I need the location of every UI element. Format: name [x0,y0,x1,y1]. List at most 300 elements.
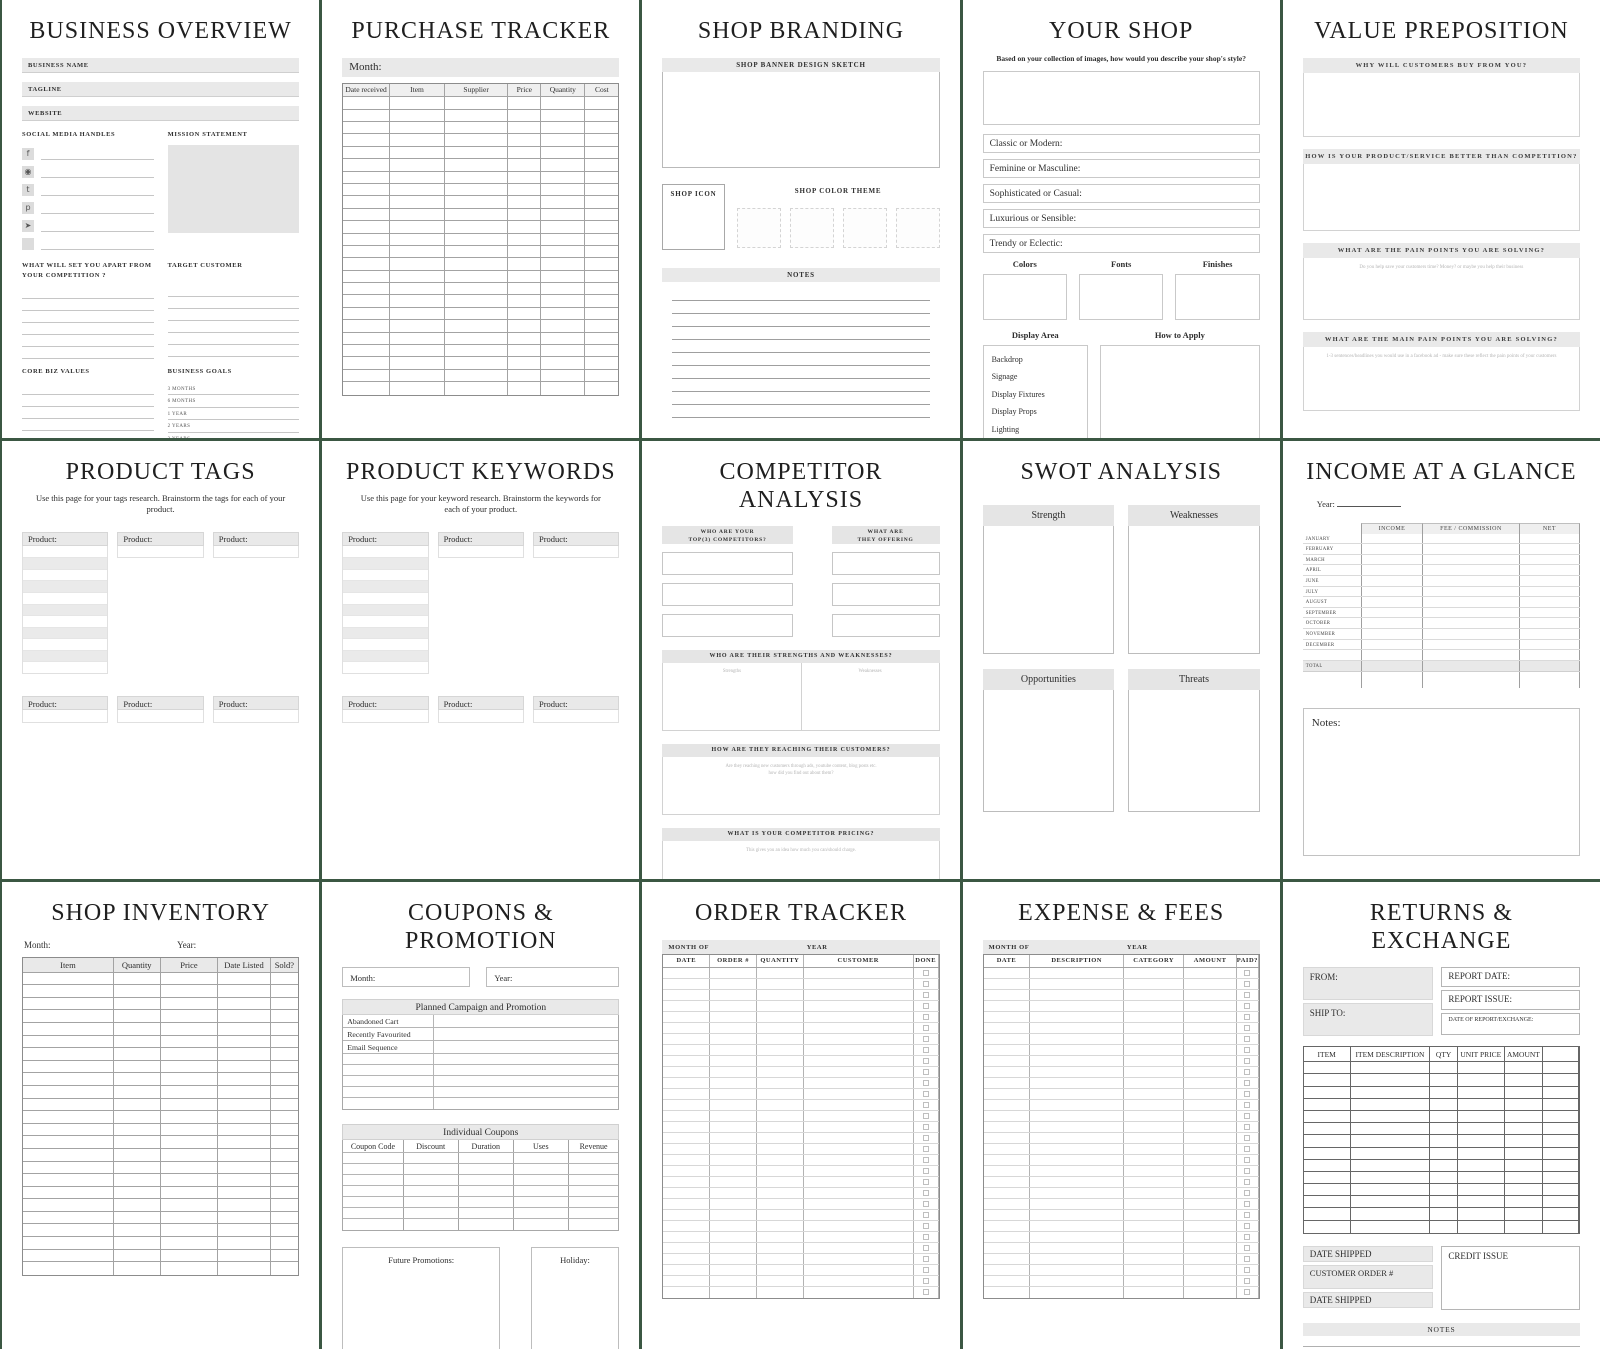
table-row [343,97,618,109]
table-cell [343,1186,404,1196]
blank-line [22,419,154,431]
table-cell [23,1262,114,1275]
product-label: Product: [117,532,203,546]
table-cell [218,1124,270,1136]
table-cell [663,1155,710,1165]
col-header: ORDER # [710,955,757,967]
fonts-heading: Fonts [1111,258,1132,269]
vp-section [1303,58,1580,137]
table-cell [1458,1184,1505,1195]
col-header: CATEGORY [1124,955,1185,967]
table-cell [1124,1221,1185,1231]
table-cell [585,110,618,121]
table-cell [114,1086,161,1098]
table-cell [508,271,541,282]
table-cell [445,345,508,356]
col-header: ITEM DESCRIPTION [1351,1047,1431,1061]
table-cell [161,1199,219,1211]
paid-cell [1237,1045,1259,1055]
goal-row [168,433,300,438]
blank-row [1303,650,1580,661]
product-label: Product: [533,532,619,546]
goals-heading: BUSINESS GOALS [167,367,232,375]
paid-cell [1237,1177,1259,1187]
table-cell [1124,1254,1185,1264]
table-cell [663,1078,710,1088]
table-cell [114,1099,161,1111]
table-cell [984,1023,1031,1033]
page-order-tracker [642,882,959,1349]
done-cell [914,1111,939,1121]
table-cell [804,990,914,1000]
color-theme-heading: SHOP COLOR THEME [794,187,882,196]
page-title: SHOP INVENTORY [51,900,270,926]
table-row [23,546,107,558]
table-cell [390,134,445,145]
table-cell [804,1023,914,1033]
future-promotions-box: Future Promotions: [342,1247,500,1349]
table-cell [1543,1148,1579,1159]
table-cell [218,1099,270,1111]
table-cell [804,1133,914,1143]
table-cell [343,234,390,245]
checkbox-icon [1244,1245,1250,1251]
table-cell [404,1164,459,1174]
campaign-row [343,1098,618,1109]
quadrant-heading: Weaknesses [1128,505,1260,526]
blank-line [41,249,154,250]
blank-line [672,405,929,418]
table-row [663,1122,938,1133]
table-cell [271,1162,299,1174]
table-cell [1430,1196,1458,1207]
campaign-row: Email Sequence [343,1041,618,1054]
table-cell [514,1208,569,1218]
how-to-apply-box [1100,345,1260,438]
done-cell [914,1243,939,1253]
table-cell [1124,1045,1185,1055]
table-cell [390,345,445,356]
done-cell [914,1045,939,1055]
table-cell [114,1124,161,1136]
table-cell [1030,1100,1124,1110]
table-cell [585,382,618,394]
done-cell [914,1056,939,1066]
table-cell [585,308,618,319]
table-cell [757,1155,804,1165]
target-heading: TARGET CUSTOMER [167,262,243,270]
table-cell [804,1001,914,1011]
table-cell [1124,1111,1185,1121]
table-cell [541,271,585,282]
checkbox-icon [1244,1168,1250,1174]
table-cell [1124,979,1185,989]
done-cell [914,1166,939,1176]
table-cell [1030,1144,1124,1154]
checkbox-icon [1244,1014,1250,1020]
table-cell [1030,1067,1124,1077]
table-cell [710,1254,757,1264]
table-cell [1184,1078,1236,1088]
table-cell [23,1224,114,1236]
table-row [663,1144,938,1155]
table-cell [663,1111,710,1121]
table-cell [804,1199,914,1209]
col-header: Price [508,84,541,97]
table-row [984,968,1259,979]
table-cell [984,1067,1031,1077]
table-cell [1458,1074,1505,1085]
table-cell [1184,1210,1236,1220]
table-row [663,1056,938,1067]
product-keyword-table [438,696,524,723]
month-of-field: MONTH OF [668,943,710,951]
tagline-field: TAGLINE [22,82,299,97]
table-cell [1030,968,1124,978]
table-row [23,1224,298,1237]
table-cell [271,1111,299,1123]
table-cell [1184,1287,1236,1298]
table-cell [459,1175,514,1185]
col-header: Coupon Code [343,1140,404,1152]
table-cell [541,308,585,319]
col-header: UNIT PRICE [1458,1047,1505,1061]
table-cell [710,1056,757,1066]
table-cell [459,1153,514,1163]
table-cell [1184,968,1236,978]
table-cell [390,196,445,207]
table-cell [585,283,618,294]
table-cell [114,1162,161,1174]
table-header-row [23,958,298,973]
blank-line [22,395,154,407]
table-cell [508,283,541,294]
table-row [663,1199,938,1210]
checkbox-icon [1244,1069,1250,1075]
page-product-tags [2,441,319,879]
table-cell [1030,1265,1124,1275]
mission-box [168,145,300,233]
table-cell [804,1122,914,1132]
table-cell [1304,1148,1351,1159]
table-cell [984,1265,1031,1275]
checkbox-icon [923,1003,929,1009]
table-row [214,546,298,558]
table-row [23,592,107,604]
campaign-row: Recently Favourited [343,1028,618,1041]
table-cell [710,990,757,1000]
offering-boxes [832,544,940,637]
table-cell [710,1276,757,1286]
table-cell [1430,1221,1458,1233]
table-cell [1124,1188,1185,1198]
table-cell [1124,1122,1185,1132]
table-row [343,1186,618,1197]
table-cell [343,147,390,158]
table-cell [1303,523,1361,534]
month-field: Month: [342,58,619,77]
table-cell [757,1089,804,1099]
table-cell [514,1175,569,1185]
table-cell [1184,1155,1236,1165]
table-cell [710,1221,757,1231]
table-cell [757,1067,804,1077]
table-cell [343,221,390,232]
table-cell [1430,1087,1458,1098]
table-row [1304,1172,1579,1184]
table-cell [1543,1208,1579,1219]
table-cell [218,1212,270,1224]
table-cell [1505,1074,1544,1085]
table-cell [804,1177,914,1187]
table-cell [663,1089,710,1099]
table-cell [585,196,618,207]
table-cell [1184,1188,1236,1198]
notes-section [1303,1323,1580,1349]
table-cell [663,1188,710,1198]
table-cell [218,1023,270,1035]
table-cell [710,1199,757,1209]
table-cell [569,1208,619,1218]
table-cell [1304,1099,1351,1110]
table-cell [1184,1012,1236,1022]
table-cell [459,1208,514,1218]
table-cell [804,968,914,978]
social-row [22,235,154,250]
vp-section [1303,243,1580,320]
table-cell [114,1036,161,1048]
table-cell [161,1023,219,1035]
section-heading: WHAT IS YOUR COMPETITOR PRICING? [662,828,939,841]
table-cell [23,973,114,985]
product-tag-table [213,696,299,723]
blank-line [672,301,929,314]
table-row [23,710,107,722]
table-cell [161,1162,219,1174]
done-cell [914,1210,939,1220]
table-cell [1124,1023,1185,1033]
table-row [343,615,427,627]
table-cell [984,1166,1031,1176]
table-cell [1458,1160,1505,1171]
table-cell [390,295,445,306]
color-theme-section [737,184,940,250]
table-cell [1184,1221,1236,1231]
table-cell [514,1197,569,1207]
table-cell [1184,1254,1236,1264]
table-cell [984,1287,1031,1298]
table-cell [984,1177,1031,1187]
table-cell [218,1036,270,1048]
paid-cell [1237,1001,1259,1011]
table-cell [343,370,390,381]
table-cell [390,209,445,220]
table-row [343,569,427,581]
paid-cell [1237,1287,1259,1298]
purchase-table [342,83,619,396]
table-cell [343,320,390,331]
style-row: Trendy or Eclectic: [983,234,1260,253]
date-shipped-field: DATE SHIPPED [1303,1246,1433,1262]
table-cell [1030,1210,1124,1220]
checkbox-icon [923,1278,929,1284]
done-cell [914,1001,939,1011]
paid-cell [1237,1210,1259,1220]
table-cell [23,1162,114,1174]
table-row [984,1056,1259,1067]
table-cell [1430,1074,1458,1085]
answer-box [662,583,792,606]
table-cell [984,990,1031,1000]
table-row [343,357,618,369]
table-cell [1124,1177,1185,1187]
checkbox-icon [923,1146,929,1152]
done-cell [914,1254,939,1264]
table-row [343,172,618,184]
table-header-row [1304,1047,1579,1062]
table-cell [585,357,618,368]
month-row: APRIL [1303,565,1580,576]
table-cell [218,1048,270,1060]
social-media-section [22,130,154,254]
table-cell [663,1243,710,1253]
table-cell [445,320,508,331]
table-cell [1430,1208,1458,1219]
month-row: FEBRUARY [1303,544,1580,555]
checkbox-icon [1244,1223,1250,1229]
table-row [23,1073,298,1086]
table-cell [161,1262,219,1275]
table-row [663,1276,938,1287]
page-title: BUSINESS OVERVIEW [29,18,292,44]
table-cell [1124,1100,1185,1110]
table-cell [569,1153,619,1163]
page-title: YOUR SHOP [1049,18,1194,44]
returns-table [1303,1046,1580,1234]
table-cell [343,1153,404,1163]
twitter-icon: t [22,184,34,196]
table-cell [23,1237,114,1249]
table-cell [1458,1123,1505,1134]
done-cell [914,1188,939,1198]
table-cell [161,998,219,1010]
table-row [23,1136,298,1149]
table-cell [1351,1062,1431,1073]
table-row [663,1067,938,1078]
table-cell [804,1265,914,1275]
table-row [343,320,618,332]
table-cell [1124,1243,1185,1253]
paid-cell [1237,1089,1259,1099]
hint-text: 1-3 sentences/headlines you would use in a facebook ad - make sure these reflect the pain points of your customers [1326,353,1557,359]
campaign-heading: Planned Campaign and Promotion [342,999,619,1015]
page-subtitle: Use this page for your keyword research. Brainstorm the keywords for each of your product. [360,492,601,515]
table-row [984,1111,1259,1122]
table-cell [757,1166,804,1176]
table-row [23,998,298,1011]
table-cell [390,357,445,368]
table-cell [271,1073,299,1085]
table-row [343,345,618,357]
page-title: PRODUCT KEYWORDS [345,459,616,485]
table-cell [1124,1265,1185,1275]
table-cell [1030,1188,1124,1198]
page-income-at-a-glance [1283,441,1600,879]
table-cell [984,1199,1031,1209]
table-cell [508,122,541,133]
table-row [343,110,618,122]
reach-section [662,744,939,815]
checkbox-icon [1244,992,1250,998]
table-cell [1030,1166,1124,1176]
table-cell [1505,1087,1544,1098]
pricing-section [662,828,939,879]
social-row [22,199,154,214]
table-row [984,1254,1259,1265]
table-row [343,638,427,650]
blank-line [22,347,154,359]
table-cell [585,122,618,133]
income-table [1303,523,1580,688]
page-shop-inventory [2,882,319,1349]
table-cell [161,1187,219,1199]
paid-cell [1237,1078,1259,1088]
done-cell [914,1221,939,1231]
table-cell [445,184,508,195]
social-row [22,181,154,196]
table-cell [390,122,445,133]
table-cell [757,1001,804,1011]
page-coupons-promotion [322,882,639,1349]
table-cell [585,209,618,220]
answer-box [1303,258,1580,320]
month-row: DECEMBER [1303,640,1580,651]
table-cell [710,1100,757,1110]
table-row [343,333,618,345]
table-cell [445,246,508,257]
display-area-list [983,345,1088,438]
table-cell [1184,1001,1236,1011]
page-title: SWOT ANALYSIS [1020,459,1222,485]
table-row [23,661,107,673]
table-cell [710,1177,757,1187]
table-cell [343,159,390,170]
table-cell [710,1166,757,1176]
social-row [22,145,154,160]
table-cell [390,320,445,331]
table-cell [508,308,541,319]
checkbox-icon [1244,1190,1250,1196]
table-cell [1124,1287,1185,1298]
table-cell [541,295,585,306]
table-cell [161,1250,219,1262]
table-row [663,990,938,1001]
table-row [984,1265,1259,1276]
style-row: Classic or Modern: [983,134,1260,153]
month-row: SEPTEMBER [1303,608,1580,619]
table-cell [541,370,585,381]
table-cell [1505,1148,1544,1159]
blank-line [672,392,929,405]
table-cell [541,333,585,344]
table-cell [663,1034,710,1044]
table-cell [757,1254,804,1264]
page-competitor-analysis [642,441,959,879]
table-row [1304,1208,1579,1220]
table-row [984,1078,1259,1089]
notes-box: Notes: [1303,708,1580,856]
table-row [663,1188,938,1199]
